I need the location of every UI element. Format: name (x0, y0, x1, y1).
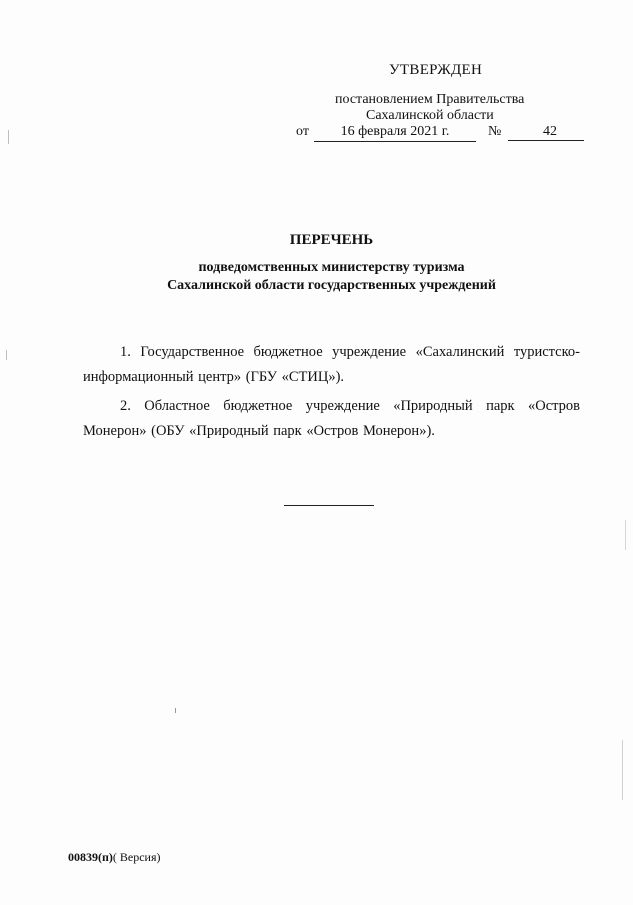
from-label: от (296, 124, 309, 139)
footer-code (68, 850, 161, 865)
scan-artifact (6, 350, 7, 360)
footer-version: ( Версия) (112, 850, 161, 864)
list-item-2: 2. Областное бюджетное учреждение «Природный парк «Остров Монерон» (ОБУ «Природный парк «Остров Монерон»). (83, 398, 580, 439)
scan-artifact (622, 740, 623, 800)
scan-artifact (8, 130, 9, 144)
document-subheading-2: Сахалинской области государственных учреждений (167, 278, 496, 293)
approval-number: 42 (508, 124, 584, 141)
closing-divider (284, 505, 374, 506)
footer-doc-code: 00839(п) (68, 850, 113, 864)
approval-line-1: постановлением Правительства (335, 92, 525, 107)
scan-artifact (625, 520, 626, 550)
scan-artifact (175, 708, 176, 713)
approval-line-2: Сахалинской области (366, 108, 494, 123)
document-body (83, 340, 580, 448)
document-subheading-1: подведомственных министерству туризма (198, 260, 465, 275)
approval-date: 16 февраля 2021 г. (314, 124, 476, 142)
approval-title: УТВЕРЖДЕН (389, 62, 483, 78)
document-heading: ПЕРЕЧЕНЬ (289, 232, 374, 248)
list-item-1: 1. Государственное бюджетное учреждение «Сахалинский туристско-информационный центр» (ГБУ «СТИЦ»). (83, 344, 580, 385)
number-label: № (488, 124, 502, 139)
